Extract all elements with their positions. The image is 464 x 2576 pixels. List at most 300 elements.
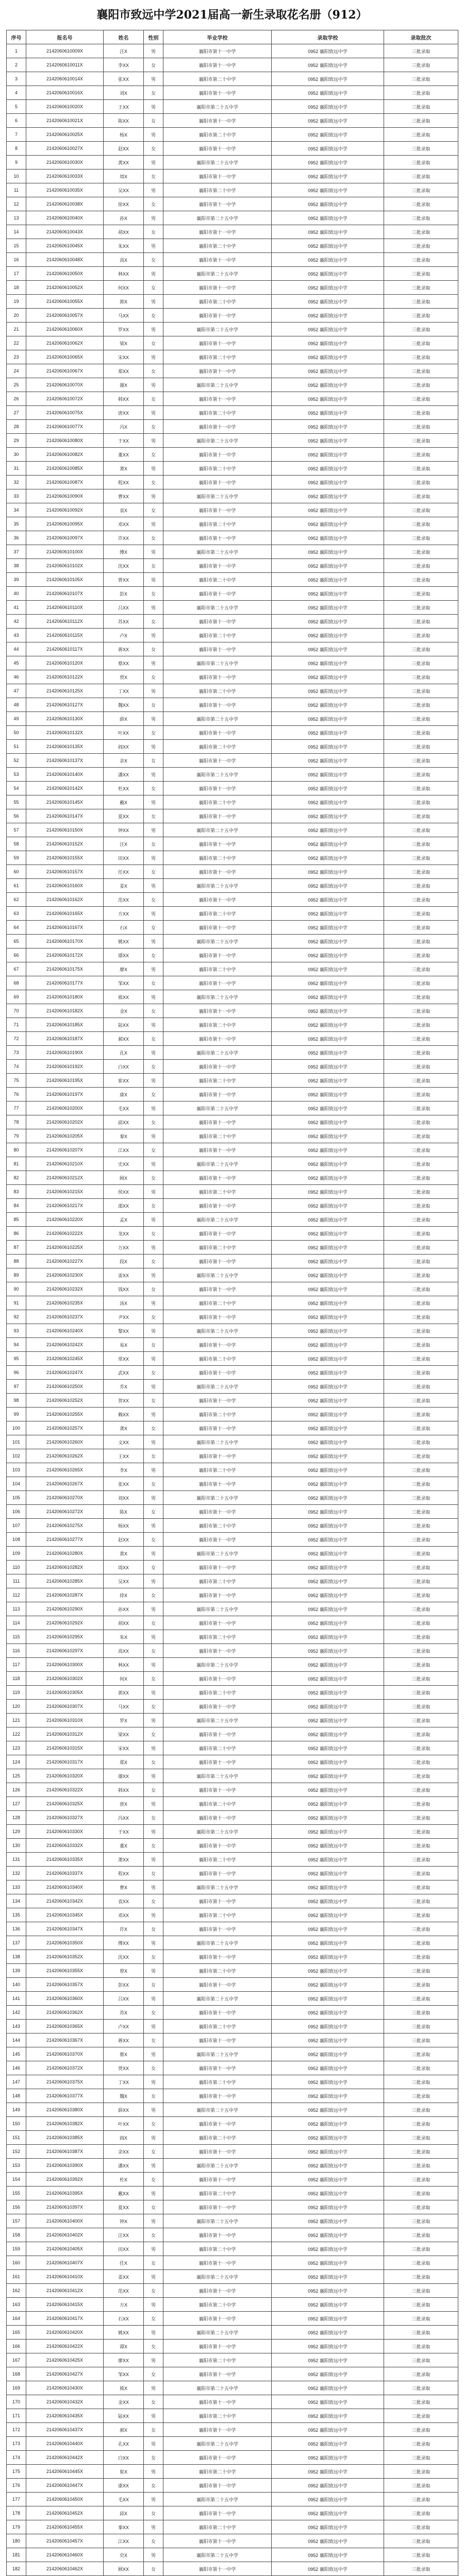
student-name-cell: 邹XX [104, 976, 144, 990]
graduation-school-cell: 襄阳市第十一中学 [163, 1143, 272, 1157]
admitted-school-cell: 0952 襄阳致远中学 [272, 1171, 384, 1185]
student-name-cell: 丁XX [104, 684, 144, 698]
registration-number-cell: 2142060610422X [26, 2340, 104, 2353]
gender-cell: 女 [144, 1394, 163, 1408]
graduation-school-cell: 襄阳市第二十五中学 [163, 2437, 272, 2451]
registration-number-cell: 2142060610072X [26, 392, 104, 406]
table-row [7, 615, 458, 629]
registration-number-cell: 2142060610165X [26, 907, 104, 921]
registration-number-cell: 2142060610332X [26, 1839, 104, 1853]
student-name-cell: 周X [104, 170, 144, 183]
admission-batch-cell: 三批录取 [384, 392, 458, 406]
row-number-cell: 165 [7, 2326, 26, 2340]
admission-batch-cell: 三批录取 [384, 837, 458, 851]
admitted-school-cell: 0952 襄阳致远中学 [272, 1588, 384, 1602]
table-row [7, 434, 458, 448]
gender-cell: 女 [144, 2395, 163, 2409]
gender-cell: 女 [144, 531, 163, 545]
table-row [7, 239, 458, 253]
row-number-cell: 90 [7, 1282, 26, 1296]
admission-batch-cell: 三批录取 [384, 531, 458, 545]
admission-batch-cell: 三批录取 [384, 1101, 458, 1115]
registration-number-cell: 2142060610162X [26, 893, 104, 907]
graduation-school-cell: 襄阳市第十一中学 [163, 2284, 272, 2298]
gender-cell: 男 [144, 183, 163, 197]
row-number-cell: 4 [7, 86, 26, 100]
registration-number-cell: 2142060610021X [26, 114, 104, 128]
registration-number-cell: 2142060610282X [26, 1561, 104, 1574]
admitted-school-cell: 0952 襄阳致远中学 [272, 1658, 384, 1672]
registration-number-cell: 2142060610277X [26, 1533, 104, 1547]
registration-number-cell: 2142060610457X [26, 2534, 104, 2548]
row-number-cell: 122 [7, 1727, 26, 1741]
table-row [7, 2214, 458, 2228]
table-row [7, 2451, 458, 2465]
registration-number-cell: 2142060610302X [26, 1672, 104, 1686]
row-number-cell: 79 [7, 1129, 26, 1143]
row-number-cell: 5 [7, 100, 26, 114]
graduation-school-cell: 襄阳市第十一中学 [163, 448, 272, 462]
admission-batch-cell: 三批录取 [384, 1213, 458, 1227]
gender-cell: 女 [144, 503, 163, 517]
admitted-school-cell: 0952 襄阳致远中学 [272, 2312, 384, 2326]
registration-number-cell: 2142060610410X [26, 2270, 104, 2284]
gender-cell: 女 [144, 587, 163, 601]
row-number-cell: 50 [7, 726, 26, 740]
student-name-cell: 钟XX [104, 823, 144, 837]
graduation-school-cell: 襄阳市第十一中学 [163, 2089, 272, 2103]
registration-number-cell: 2142060610014X [26, 72, 104, 86]
graduation-school-cell: 襄阳市第二十中学 [163, 2131, 272, 2145]
registration-number-cell: 2142060610177X [26, 976, 104, 990]
table-row [7, 2159, 458, 2173]
row-number-cell: 30 [7, 448, 26, 462]
graduation-school-cell: 襄阳市第二十五中学 [163, 823, 272, 837]
graduation-school-cell: 襄阳市第二十中学 [163, 795, 272, 809]
admitted-school-cell: 0952 襄阳致远中学 [272, 1032, 384, 1046]
table-row [7, 1296, 458, 1310]
table-row [7, 1672, 458, 1686]
table-row [7, 420, 458, 434]
student-name-cell: 曹XX [104, 489, 144, 503]
admission-batch-cell: 三批录取 [384, 2033, 458, 2047]
graduation-school-cell: 襄阳市第二十五中学 [163, 2548, 272, 2562]
table-row [7, 225, 458, 239]
gender-cell: 男 [144, 239, 163, 253]
row-number-cell: 43 [7, 629, 26, 642]
row-number-cell: 173 [7, 2437, 26, 2451]
admitted-school-cell: 0952 襄阳致远中学 [272, 86, 384, 100]
column-header: 录取学校 [272, 30, 384, 44]
registration-number-cell: 2142060610372X [26, 2061, 104, 2075]
graduation-school-cell: 襄阳市第十一中学 [163, 336, 272, 350]
admission-batch-cell: 三批录取 [384, 1630, 458, 1644]
table-row [7, 1421, 458, 1435]
gender-cell: 男 [144, 935, 163, 948]
admission-batch-cell: 三批录取 [384, 698, 458, 712]
student-name-cell: 魏XX [104, 698, 144, 712]
graduation-school-cell: 襄阳市第十一中学 [163, 225, 272, 239]
graduation-school-cell: 襄阳市第十一中学 [163, 698, 272, 712]
table-row [7, 1992, 458, 2006]
student-name-cell: 薛X [104, 712, 144, 726]
admission-batch-cell: 三批录取 [384, 2395, 458, 2409]
registration-number-cell: 2142060610127X [26, 698, 104, 712]
table-row [7, 1491, 458, 1505]
registration-number-cell: 2142060610215X [26, 1185, 104, 1199]
student-name-cell: 韩XX [104, 1783, 144, 1797]
table-row [7, 2562, 458, 2576]
admitted-school-cell: 0952 襄阳致远中学 [272, 2075, 384, 2089]
table-row [7, 336, 458, 350]
table-row [7, 1588, 458, 1602]
gender-cell: 男 [144, 1853, 163, 1867]
gender-cell: 女 [144, 670, 163, 684]
admitted-school-cell: 0952 襄阳致远中学 [272, 2437, 384, 2451]
graduation-school-cell: 襄阳市第十一中学 [163, 1394, 272, 1408]
admission-batch-cell: 三批录取 [384, 1491, 458, 1505]
admitted-school-cell: 0952 襄阳致远中学 [272, 2228, 384, 2242]
admission-batch-cell: 三批录取 [384, 1867, 458, 1880]
gender-cell: 女 [144, 476, 163, 489]
registration-number-cell: 2142060610230X [26, 1268, 104, 1282]
registration-number-cell: 2142060610142X [26, 782, 104, 795]
row-number-cell: 47 [7, 684, 26, 698]
graduation-school-cell: 襄阳市第二十中学 [163, 962, 272, 976]
row-number-cell: 170 [7, 2395, 26, 2409]
row-number-cell: 129 [7, 1825, 26, 1839]
registration-number-cell: 2142060610435X [26, 2409, 104, 2423]
student-name-cell: 高X [104, 253, 144, 267]
admitted-school-cell: 0952 襄阳致远中学 [272, 2395, 384, 2409]
table-row [7, 1018, 458, 1032]
graduation-school-cell: 襄阳市第二十中学 [163, 1574, 272, 1588]
row-number-cell: 128 [7, 1811, 26, 1825]
gender-cell: 男 [144, 1992, 163, 2006]
admitted-school-cell: 0952 襄阳致远中学 [272, 434, 384, 448]
admission-batch-cell: 三批录取 [384, 1018, 458, 1032]
admitted-school-cell: 0952 襄阳致远中学 [272, 1880, 384, 1894]
student-name-cell: 余XX [104, 2145, 144, 2159]
admitted-school-cell: 0952 襄阳致远中学 [272, 893, 384, 907]
table-row [7, 573, 458, 587]
graduation-school-cell: 襄阳市第十一中学 [163, 2173, 272, 2187]
gender-cell: 女 [144, 1672, 163, 1686]
row-number-cell: 124 [7, 1755, 26, 1769]
gender-cell: 男 [144, 629, 163, 642]
registration-number-cell: 2142060610437X [26, 2423, 104, 2437]
gender-cell: 男 [144, 1380, 163, 1394]
student-name-cell: 黄XX [104, 156, 144, 170]
student-name-cell: 吴XX [104, 1574, 144, 1588]
registration-number-cell: 2142060610167X [26, 921, 104, 935]
graduation-school-cell: 襄阳市第十一中学 [163, 531, 272, 545]
admission-batch-cell: 三批录取 [384, 2298, 458, 2312]
admitted-school-cell: 0952 襄阳致远中学 [272, 1686, 384, 1700]
student-name-cell: 石XX [104, 2312, 144, 2326]
admitted-school-cell: 0952 襄阳致远中学 [272, 1644, 384, 1658]
table-row [7, 1324, 458, 1338]
student-name-cell: 丁XX [104, 2075, 144, 2089]
registration-number-cell: 2142060610242X [26, 1338, 104, 1352]
admitted-school-cell: 0952 襄阳致远中学 [272, 1088, 384, 1101]
admission-batch-cell: 三批录取 [384, 2089, 458, 2103]
graduation-school-cell: 襄阳市第二十五中学 [163, 1268, 272, 1282]
gender-cell: 男 [144, 2298, 163, 2312]
row-number-cell: 11 [7, 183, 26, 197]
student-name-cell: 邱XX [104, 1115, 144, 1129]
admission-batch-cell: 三批录取 [384, 1797, 458, 1811]
registration-number-cell: 2142060610180X [26, 990, 104, 1004]
table-row [7, 656, 458, 670]
row-number-cell: 82 [7, 1171, 26, 1185]
row-number-cell: 164 [7, 2312, 26, 2326]
graduation-school-cell: 襄阳市第二十中学 [163, 1129, 272, 1143]
gender-cell: 女 [144, 2340, 163, 2353]
student-name-cell: 王XX [104, 100, 144, 114]
admission-batch-cell: 三批录取 [384, 2117, 458, 2131]
admission-batch-cell: 三批录取 [384, 1366, 458, 1380]
gender-cell: 男 [144, 1463, 163, 1477]
table-row [7, 448, 458, 462]
admitted-school-cell: 0952 襄阳致远中学 [272, 406, 384, 420]
admitted-school-cell: 0952 襄阳致远中学 [272, 2381, 384, 2395]
row-number-cell: 18 [7, 281, 26, 295]
student-name-cell: 董XX [104, 448, 144, 462]
admitted-school-cell: 0952 襄阳致远中学 [272, 1296, 384, 1310]
admitted-school-cell: 0952 襄阳致远中学 [272, 1199, 384, 1213]
registration-number-cell: 2142060610060X [26, 323, 104, 336]
graduation-school-cell: 襄阳市第十一中学 [163, 726, 272, 740]
admitted-school-cell: 0952 襄阳致远中学 [272, 2326, 384, 2340]
student-name-cell: 袁XX [104, 1894, 144, 1908]
row-number-cell: 120 [7, 1700, 26, 1714]
registration-number-cell: 2142060610420X [26, 2326, 104, 2340]
admission-batch-cell: 三批录取 [384, 1157, 458, 1171]
graduation-school-cell: 襄阳市第十一中学 [163, 976, 272, 990]
row-number-cell: 162 [7, 2284, 26, 2298]
graduation-school-cell: 襄阳市第二十中学 [163, 295, 272, 309]
admission-batch-cell: 三批录取 [384, 197, 458, 211]
row-number-cell: 19 [7, 295, 26, 309]
admission-batch-cell: 三批录取 [384, 2423, 458, 2437]
page-title: 襄阳市致远中学2021届高一新生录取花名册（912） [96, 8, 368, 22]
registration-number-cell: 2142060610432X [26, 2395, 104, 2409]
table-row [7, 2409, 458, 2423]
student-name-cell: 傅XX [104, 1936, 144, 1950]
admitted-school-cell: 0952 襄阳致远中学 [272, 156, 384, 170]
column-header: 报名号 [26, 30, 104, 44]
row-number-cell: 73 [7, 1046, 26, 1060]
registration-number-cell: 2142060610147X [26, 809, 104, 823]
table-row [7, 962, 458, 976]
admitted-school-cell: 0952 襄阳致远中学 [272, 948, 384, 962]
gender-cell: 女 [144, 1783, 163, 1797]
row-number-cell: 36 [7, 531, 26, 545]
student-name-cell: 高XX [104, 1644, 144, 1658]
graduation-school-cell: 襄阳市第十一中学 [163, 1060, 272, 1074]
admitted-school-cell: 0952 襄阳致远中学 [272, 2465, 384, 2479]
student-name-cell: 杨XX [104, 1519, 144, 1533]
admitted-school-cell: 0952 襄阳致远中学 [272, 573, 384, 587]
registration-number-cell: 2142060610011X [26, 58, 104, 72]
gender-cell: 男 [144, 684, 163, 698]
admission-batch-cell: 三批录取 [384, 183, 458, 197]
gender-cell: 男 [144, 879, 163, 893]
student-name-cell: 白XX [104, 2451, 144, 2465]
student-name-cell: 范XX [104, 2284, 144, 2298]
registration-number-cell: 2142060610292X [26, 1616, 104, 1630]
graduation-school-cell: 襄阳市第二十五中学 [163, 1936, 272, 1950]
registration-number-cell: 2142060610265X [26, 1463, 104, 1477]
gender-cell: 女 [144, 1004, 163, 1018]
registration-number-cell: 2142060610382X [26, 2117, 104, 2131]
row-number-cell: 180 [7, 2534, 26, 2548]
registration-number-cell: 2142060610070X [26, 378, 104, 392]
admitted-school-cell: 0952 襄阳致远中学 [272, 629, 384, 642]
student-name-cell: 胡XX [104, 225, 144, 239]
graduation-school-cell: 襄阳市第十一中学 [163, 2061, 272, 2075]
table-row [7, 364, 458, 378]
table-row [7, 2173, 458, 2187]
gender-cell: 女 [144, 921, 163, 935]
graduation-school-cell: 襄阳市第二十五中学 [163, 1825, 272, 1839]
graduation-school-cell: 襄阳市第二十中学 [163, 907, 272, 921]
admission-batch-cell: 三批录取 [384, 1978, 458, 1992]
graduation-school-cell: 襄阳市第二十中学 [163, 740, 272, 754]
gender-cell: 男 [144, 1157, 163, 1171]
table-row [7, 1032, 458, 1046]
graduation-school-cell: 襄阳市第二十中学 [163, 1686, 272, 1700]
gender-cell: 男 [144, 1324, 163, 1338]
gender-cell: 男 [144, 2187, 163, 2200]
graduation-school-cell: 襄阳市第二十五中学 [163, 712, 272, 726]
registration-number-cell: 2142060610270X [26, 1491, 104, 1505]
graduation-school-cell: 襄阳市第十一中学 [163, 1616, 272, 1630]
registration-number-cell: 2142060610115X [26, 629, 104, 642]
registration-number-cell: 2142060610445X [26, 2465, 104, 2479]
registration-number-cell: 2142060610202X [26, 1115, 104, 1129]
admitted-school-cell: 0952 襄阳致远中学 [272, 2353, 384, 2367]
table-row [7, 1839, 458, 1853]
registration-number-cell: 2142060610125X [26, 684, 104, 698]
row-number-cell: 56 [7, 809, 26, 823]
gender-cell: 女 [144, 58, 163, 72]
registration-number-cell: 2142060610038X [26, 197, 104, 211]
admitted-school-cell: 0952 襄阳致远中学 [272, 879, 384, 893]
row-number-cell: 51 [7, 740, 26, 754]
gender-cell: 女 [144, 86, 163, 100]
admitted-school-cell: 0952 襄阳致远中学 [272, 684, 384, 698]
table-row [7, 517, 458, 531]
registration-number-cell: 2142060610095X [26, 517, 104, 531]
admitted-school-cell: 0952 襄阳致远中学 [272, 225, 384, 239]
table-row [7, 100, 458, 114]
table-row [7, 183, 458, 197]
student-name-cell: 萧XX [104, 1853, 144, 1867]
student-name-cell: 沈XX [104, 1950, 144, 1964]
graduation-school-cell: 襄阳市第十一中学 [163, 86, 272, 100]
graduation-school-cell: 襄阳市第二十中学 [163, 2353, 272, 2367]
student-name-cell: 孔X [104, 1046, 144, 1060]
student-name-cell: 吕XX [104, 1992, 144, 2006]
student-name-cell: 姜X [104, 879, 144, 893]
gender-cell: 男 [144, 434, 163, 448]
registration-number-cell: 2142060610192X [26, 1060, 104, 1074]
student-name-cell: 唐XX [104, 406, 144, 420]
graduation-school-cell: 襄阳市第十一中学 [163, 2451, 272, 2465]
table-row [7, 1060, 458, 1074]
graduation-school-cell: 襄阳市第二十五中学 [163, 1435, 272, 1449]
table-row [7, 392, 458, 406]
gender-cell: 女 [144, 1867, 163, 1880]
gender-cell: 女 [144, 364, 163, 378]
student-name-cell: 郑XX [104, 364, 144, 378]
registration-number-cell: 2142060610210X [26, 1157, 104, 1171]
admission-batch-cell: 三批录取 [384, 2381, 458, 2395]
admission-batch-cell: 三批录取 [384, 1561, 458, 1574]
admission-batch-cell: 三批录取 [384, 2047, 458, 2061]
gender-cell: 女 [144, 1255, 163, 1268]
admitted-school-cell: 0952 襄阳致远中学 [272, 698, 384, 712]
admitted-school-cell: 0952 襄阳致远中学 [272, 503, 384, 517]
admission-batch-cell: 三批录取 [384, 740, 458, 754]
student-name-cell: 许XX [104, 531, 144, 545]
student-name-cell: 龚X [104, 1421, 144, 1435]
admission-batch-cell: 三批录取 [384, 921, 458, 935]
student-name-cell: 廖X [104, 962, 144, 976]
row-number-cell: 44 [7, 642, 26, 656]
gender-cell: 男 [144, 1630, 163, 1644]
admission-batch-cell: 三批录取 [384, 128, 458, 142]
graduation-school-cell: 襄阳市第二十中学 [163, 1908, 272, 1922]
admission-batch-cell: 三批录取 [384, 1088, 458, 1101]
gender-cell: 男 [144, 267, 163, 281]
row-number-cell: 76 [7, 1088, 26, 1101]
graduation-school-cell: 襄阳市第二十五中学 [163, 935, 272, 948]
admission-batch-cell: 三批录取 [384, 2520, 458, 2534]
admitted-school-cell: 0952 襄阳致远中学 [272, 1477, 384, 1491]
registration-number-cell: 2142060610272X [26, 1505, 104, 1519]
admitted-school-cell: 0952 襄阳致远中学 [272, 782, 384, 795]
gender-cell: 男 [144, 2159, 163, 2173]
graduation-school-cell: 襄阳市第十一中学 [163, 1477, 272, 1491]
gender-cell: 女 [144, 2006, 163, 2020]
admission-batch-cell: 三批录取 [384, 462, 458, 476]
row-number-cell: 152 [7, 2145, 26, 2159]
admission-batch-cell: 三批录取 [384, 1964, 458, 1978]
student-name-cell: 方X [104, 2298, 144, 2312]
admitted-school-cell: 0952 襄阳致远中学 [272, 976, 384, 990]
student-name-cell: 沈XX [104, 559, 144, 573]
registration-number-cell: 2142060610312X [26, 1727, 104, 1741]
student-name-cell: 尹XX [104, 1310, 144, 1324]
registration-number-cell: 2142060610027X [26, 142, 104, 156]
admission-batch-cell: 三批录取 [384, 1032, 458, 1046]
admitted-school-cell: 0952 襄阳致远中学 [272, 1310, 384, 1324]
row-number-cell: 1 [7, 44, 26, 58]
row-number-cell: 175 [7, 2465, 26, 2479]
student-name-cell: 秦X [104, 1129, 144, 1143]
row-number-cell: 137 [7, 1936, 26, 1950]
student-name-cell: 潘XX [104, 768, 144, 782]
graduation-school-cell: 襄阳市第二十五中学 [163, 1101, 272, 1115]
registration-number-cell: 2142060610227X [26, 1255, 104, 1268]
registration-number-cell: 2142060610112X [26, 615, 104, 629]
graduation-school-cell: 襄阳市第十一中学 [163, 2395, 272, 2409]
admission-batch-cell: 三批录取 [384, 476, 458, 489]
student-name-cell: 于XX [104, 1825, 144, 1839]
